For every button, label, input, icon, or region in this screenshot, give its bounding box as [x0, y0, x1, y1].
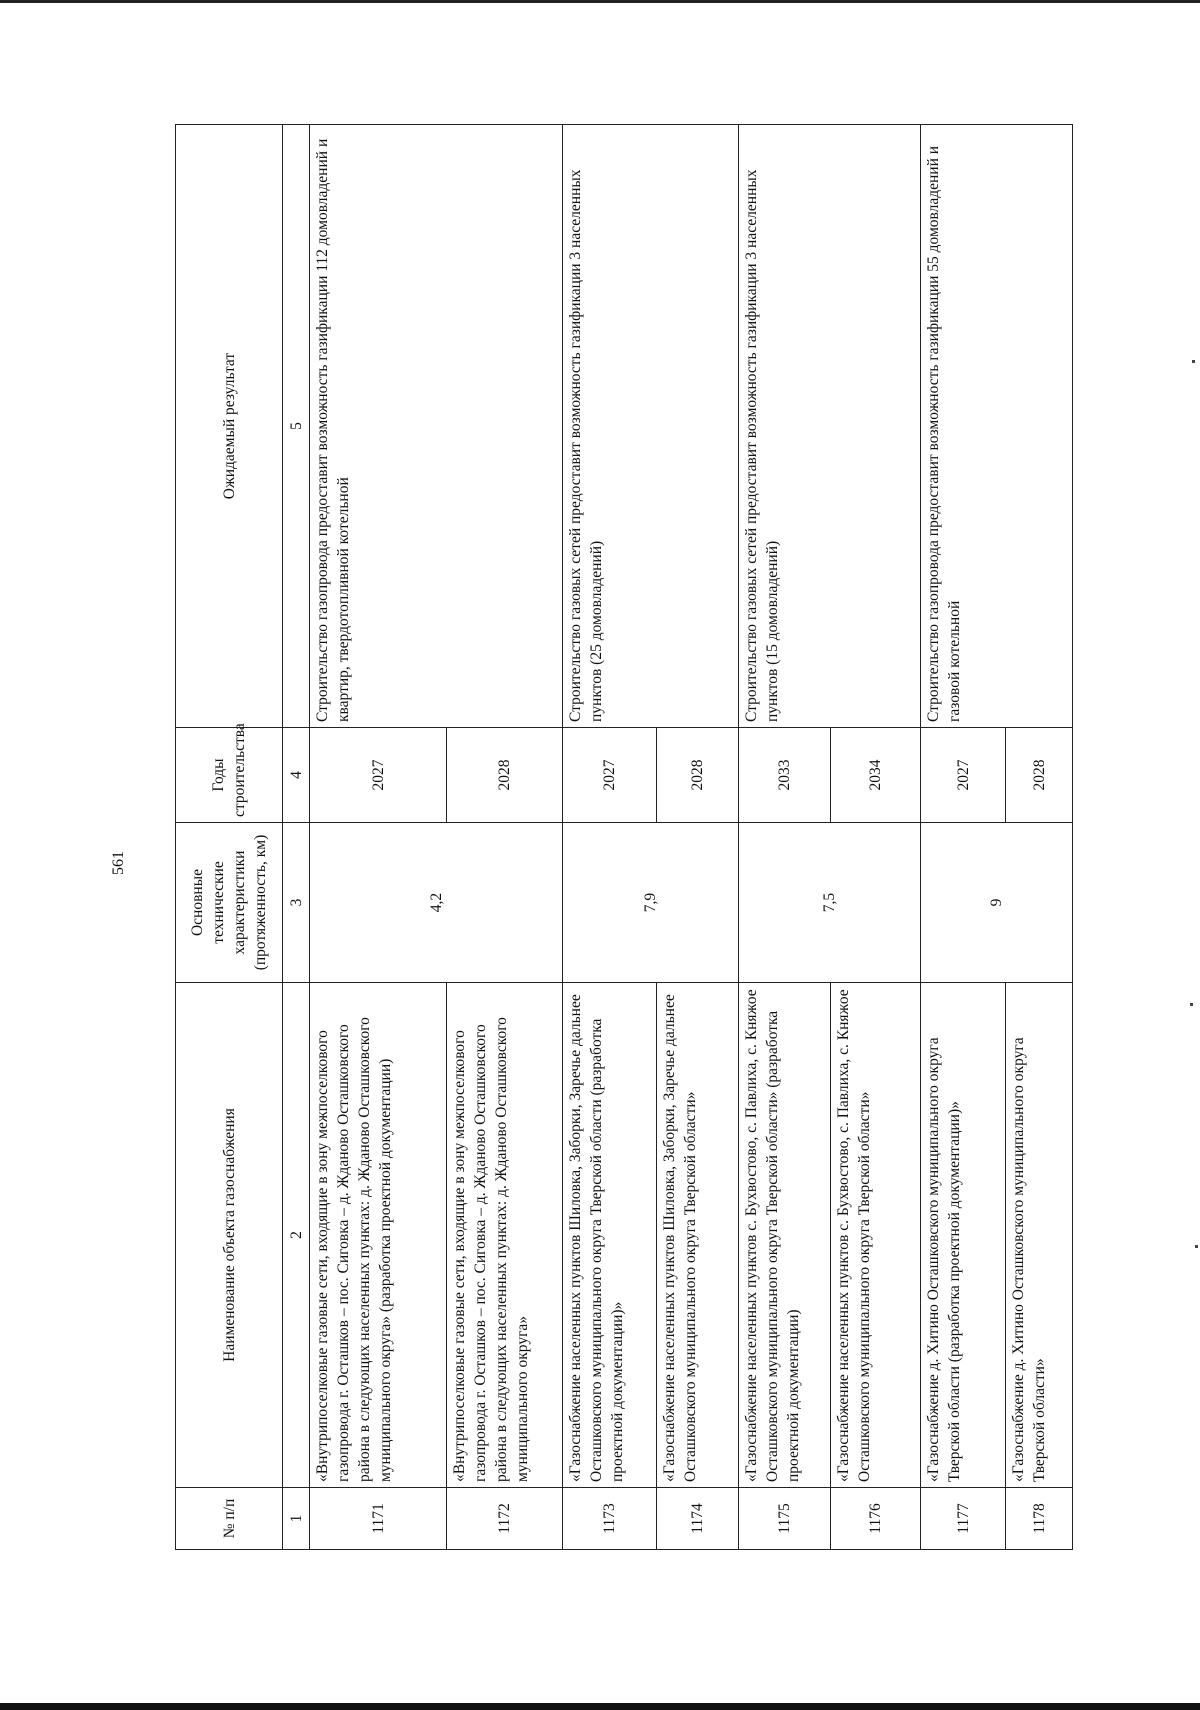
- column-number: 1: [283, 1488, 310, 1550]
- row-number: 1173: [563, 1488, 657, 1550]
- column-number-row: [283, 125, 310, 1550]
- column-number: 4: [283, 728, 310, 823]
- construction-year: 2028: [1006, 728, 1073, 823]
- length-km: 4,2: [310, 823, 563, 983]
- construction-year: 2028: [657, 728, 739, 823]
- expected-result: Строительство газовых сетей предоставит возможность газификации 3 населенных пунктов (25 домовладений): [563, 125, 739, 728]
- object-name: «Газоснабжение д. Хитино Осташковского муниципального округа Тверской области (разработка проектной документации)»: [921, 983, 1006, 1488]
- table-header-row: [176, 125, 283, 1550]
- object-name: «Внутрипоселковые газовые сети, входящие в зону межпоселкового газопровода г. Осташков – пос. Сиговка – д. Жданово Осташковского района в следующих населенных пунктах: д. Жданово Осташковского муниципального округа»: [447, 983, 563, 1488]
- construction-year: 2027: [921, 728, 1006, 823]
- object-name: «Газоснабжение населенных пунктов Шиловка, Заборки, Заречье дальнее Осташковского муниципального округа Тверской области»: [657, 983, 739, 1488]
- construction-year: 2033: [739, 728, 831, 823]
- row-number: 1178: [1006, 1488, 1073, 1550]
- table-row: [563, 125, 657, 1550]
- object-name: «Внутрипоселковые газовые сети, входящие в зону межпоселкового газопровода г. Осташков – пос. Сиговка – д. Жданово Осташковского района в следующих населенных пунктах: д. Жданово Осташковского муниципального округа» (разработка проектной документации): [310, 983, 447, 1488]
- header-num: № п/п: [176, 1488, 283, 1550]
- page-number: 561: [110, 851, 127, 875]
- expected-result: Строительство газопровода предоставит возможность газификации 55 домовладений и газовой котельной: [921, 125, 1073, 728]
- row-number: 1172: [447, 1488, 563, 1550]
- expected-result: Строительство газопровода предоставит возможность газификации 112 домовладений и квартир, твердотопливной котельной: [310, 125, 563, 728]
- gas-supply-table: [175, 124, 1073, 1550]
- table-row: [921, 125, 1006, 1550]
- length-km: 7,5: [739, 823, 921, 983]
- row-number: 1174: [657, 1488, 739, 1550]
- row-number: 1175: [739, 1488, 831, 1550]
- header-length: Основные технические характеристики (протяженность, км): [176, 823, 283, 983]
- column-number: 5: [283, 125, 310, 728]
- column-number: 2: [283, 983, 310, 1488]
- object-name: «Газоснабжение населенных пунктов с. Бухвостово, с. Павлиха, с. Княжое Осташковского муниципального округа Тверской области»: [831, 983, 921, 1488]
- construction-year: 2034: [831, 728, 921, 823]
- construction-year: 2027: [310, 728, 447, 823]
- object-name: «Газоснабжение населенных пунктов Шиловка, Заборки, Заречье дальнее Осташковского муниципального округа Тверской области (разработка проектной документации)»: [563, 983, 657, 1488]
- row-number: 1171: [310, 1488, 447, 1550]
- row-number: 1176: [831, 1488, 921, 1550]
- table-row: [739, 125, 831, 1550]
- header-years: Годы строительства: [176, 728, 283, 823]
- header-result: Ожидаемый результат: [176, 125, 283, 728]
- construction-year: 2028: [447, 728, 563, 823]
- object-name: «Газоснабжение д. Хитино Осташковского муниципального округа Тверской области»: [1006, 983, 1073, 1488]
- construction-year: 2027: [563, 728, 657, 823]
- length-km: 9: [921, 823, 1073, 983]
- column-number: 3: [283, 823, 310, 983]
- length-km: 7,9: [563, 823, 739, 983]
- table-row: [310, 125, 447, 1550]
- row-number: 1177: [921, 1488, 1006, 1550]
- object-name: «Газоснабжение населенных пунктов с. Бухвостово, с. Павлиха, с. Княжое Осташковского муниципального округа Тверской области» (разработка проектной документации): [739, 983, 831, 1488]
- expected-result: Строительство газовых сетей предоставит возможность газификации 3 населенных пунктов (15 домовладений): [739, 125, 921, 728]
- header-name: Наименование объекта газоснабжения: [176, 983, 283, 1488]
